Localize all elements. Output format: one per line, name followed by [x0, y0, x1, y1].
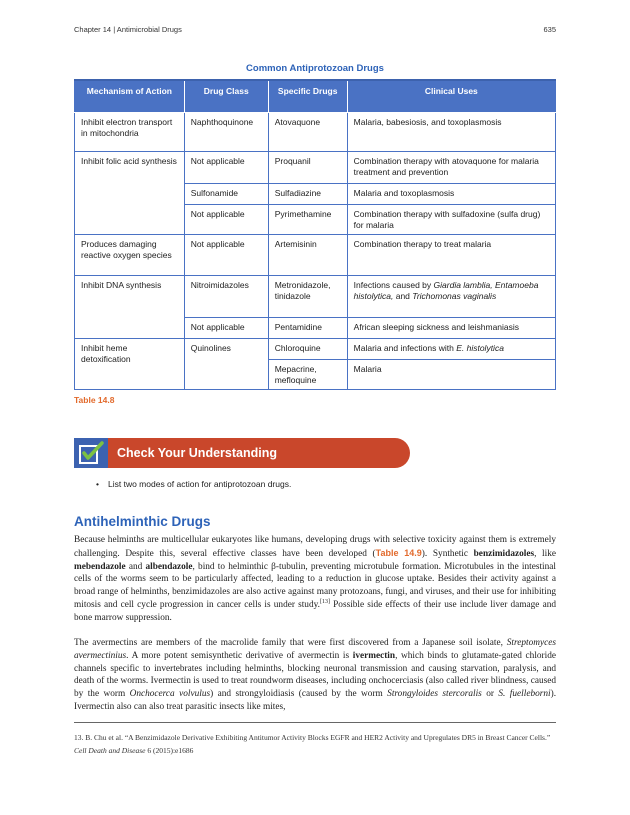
footnote-divider [74, 722, 556, 723]
column-header-specific-drugs: Specific Drugs [268, 80, 347, 112]
column-header-mechanism: Mechanism of Action [75, 80, 185, 112]
key-term: mebendazole [74, 561, 126, 572]
text-run: Possible side effects of their use include liver damage and bone marrow suppression. [74, 599, 556, 623]
clinical-uses-cell: African sleeping sickness and leishmaniasis [347, 317, 555, 338]
organism-name: Streptomyces avermectinius [74, 638, 556, 661]
uses-organism: E. histolytica [456, 342, 504, 353]
organism-name: Strongyloides stercoralis [387, 689, 482, 700]
clinical-uses-cell [347, 338, 555, 359]
drug-class-cell: Nitroimidazoles [184, 275, 268, 317]
page-number: 635 [543, 25, 556, 34]
text-run: or [481, 689, 499, 700]
check-understanding-title: Check Your Understanding [117, 446, 277, 460]
text-run: ). Synthetic [421, 548, 474, 559]
text-run: , bind to helminthic β-tubulin, preventing microtubule formation. Microtubules in the intestinal cells of the worms seem to be particularly affected, leading to a reduction in glucose uptake. Besides their activity against a broad range of helminths, benzimidazoles are also active against many protozoans, fungi, and viruses, and their use for inhibiting mitosis and cell cycle progression in cancer cells is under study. [74, 561, 556, 610]
drug-class-cell: Not applicable [184, 204, 268, 234]
organism-name: S. fuelleborni [498, 689, 551, 700]
running-header [74, 25, 556, 39]
text-run: ). Ivermectin also can also treat parasitic insects like mites, [74, 689, 557, 712]
mechanism-cell: Inhibit folic acid synthesis [75, 151, 185, 234]
list-item: List two modes of action for antiprotozoan drugs. [108, 479, 292, 489]
specific-drugs-cell: Sulfadiazine [268, 183, 347, 204]
chapter-title: Chapter 14 | Antimicrobial Drugs [74, 25, 182, 34]
antiprotozoan-drugs-table [74, 79, 556, 390]
paragraph-avermectins [74, 637, 556, 714]
specific-drugs-cell: Pentamidine [268, 317, 347, 338]
column-header-clinical-uses: Clinical Uses [347, 80, 555, 112]
section-heading: Antihelminthic Drugs [74, 514, 211, 529]
table-reference-link[interactable]: Table 14.9 [375, 547, 422, 558]
specific-drugs-cell: Atovaquone [268, 112, 347, 151]
drug-class-cell: Quinolines [184, 338, 268, 389]
mechanism-cell: Inhibit DNA synthesis [75, 275, 185, 338]
text-run: Because helminths are multicellular eukaryotes like humans, developing drugs with selective toxicity against them is extremely challenging. Despite this, several effective classes have been developed ( [74, 535, 556, 559]
specific-drugs-cell: Mepacrine, mefloquine [268, 359, 347, 389]
clinical-uses-cell [347, 275, 555, 317]
mechanism-cell: Inhibit electron transport in mitochondria [75, 112, 185, 151]
specific-drugs-cell: Artemisinin [268, 234, 347, 275]
uses-text: Infections caused by [353, 279, 434, 290]
key-term: ivermectin [352, 650, 396, 661]
footnote-marker[interactable]: [13] [319, 598, 330, 605]
clinical-uses-cell: Malaria [347, 359, 555, 389]
key-term: benzimidazoles [473, 548, 535, 559]
text-run: , which binds to glutamate-gated chloride channels specific to invertebrates including helminths, blocking neuronal transmission and causing starvation, paralysis, and death of the worms. Ivermectin is used to treat roundworm diseases, including onchocerciasis (also called river blindness, caused by the worm [74, 650, 557, 700]
table-row [75, 112, 556, 151]
text-run: and [125, 561, 146, 572]
footnote-text: 13. B. Chu et al. “A Benzimidazole Derivative Exhibiting Antitumor Activity Blocks EGFR and HER2 Activity and Upregulates DR5 in Breast Cancer Cells.” [74, 733, 551, 742]
table-row [75, 151, 556, 183]
organism-name: Onchocerca volvulus [129, 689, 211, 700]
table-row [75, 234, 556, 275]
table-row [75, 338, 556, 359]
paragraph-benzimidazoles [74, 534, 556, 625]
checkbox-check-icon [78, 441, 104, 466]
specific-drugs-cell: Metronidazole, tinidazole [268, 275, 347, 317]
specific-drugs-cell: Proquanil [268, 151, 347, 183]
footnote [74, 732, 556, 757]
uses-text: Malaria and infections with [353, 342, 457, 353]
table-label: Table 14.8 [74, 395, 115, 405]
drug-class-cell: Not applicable [184, 151, 268, 183]
bullet-icon: • [96, 479, 99, 489]
text-run: , like [534, 548, 556, 559]
journal-title: Cell Death and Disease [74, 745, 146, 755]
clinical-uses-cell: Combination therapy with sulfadoxine (sulfa drug) for malaria [347, 204, 555, 234]
drug-class-cell: Not applicable [184, 234, 268, 275]
clinical-uses-cell: Combination therapy with atovaquone for malaria treatment and prevention [347, 151, 555, 183]
specific-drugs-cell: Chloroquine [268, 338, 347, 359]
clinical-uses-cell: Malaria, babesiosis, and toxoplasmosis [347, 112, 555, 151]
mechanism-cell: Inhibit heme detoxification [75, 338, 185, 389]
key-term: albendazole [145, 561, 193, 572]
uses-text: and [393, 290, 413, 301]
text-run: The avermectins are members of the macrolide family that were first discovered from a Japanese soil isolate, [74, 638, 507, 648]
table-row [75, 275, 556, 317]
column-header-drug-class: Drug Class [184, 80, 268, 112]
table-title: Common Antiprotozoan Drugs [246, 63, 384, 74]
clinical-uses-cell: Malaria and toxoplasmosis [347, 183, 555, 204]
clinical-uses-cell: Combination therapy to treat malaria [347, 234, 555, 275]
drug-class-cell: Sulfonamide [184, 183, 268, 204]
mechanism-cell: Produces damaging reactive oxygen species [75, 234, 185, 275]
uses-organism: Trichomonas vaginalis [412, 290, 497, 301]
drug-class-cell: Not applicable [184, 317, 268, 338]
specific-drugs-cell: Pyrimethamine [268, 204, 347, 234]
text-run: ) and strongyloidiasis (caused by the worm [210, 689, 388, 700]
table-header-row [75, 80, 556, 112]
footnote-text: 6 (2015):e1686 [145, 745, 194, 755]
text-run: . A more potent semisynthetic derivative of avermectin is [126, 650, 353, 661]
uses-organisms: Giardia lamblia, Entamoeba histolytica, [353, 279, 539, 301]
drug-class-cell: Naphthoquinone [184, 112, 268, 151]
